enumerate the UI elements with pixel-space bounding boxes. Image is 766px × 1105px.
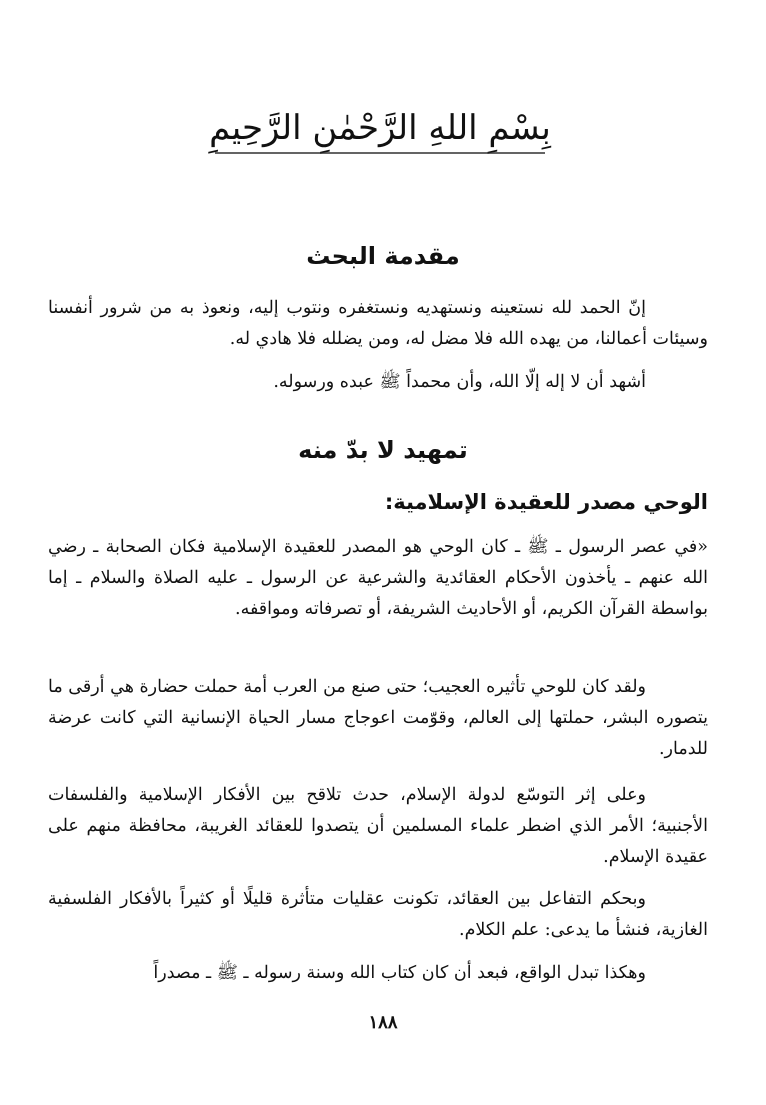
intro-heading: مقدمة البحث: [306, 242, 460, 270]
basmala-underline: [215, 152, 545, 154]
body-paragraph-5: وهكذا تبدل الواقع، فبعد أن كان كتاب الله وسنة رسوله ـ ﷺ ـ مصدراً: [153, 963, 646, 983]
prelude-heading: تمهيد لا بدّ منه: [298, 436, 468, 464]
body-paragraph-1: «في عصر الرسول ـ ﷺ ـ كان الوحي هو المصدر للعقيدة الإسلامية فكان الصحابة ـ رضي الله عنهم ـ يأخذون الأحكام العقائدية والشرعية عن الرسول ـ عليه الصلاة والسلام ـ إما بواسطة القرآن الكريم، أو الأحاديث الشريفة، أو تصرفاته ومواقفه.: [48, 537, 708, 619]
intro-paragraph-2: أشهد أن لا إله إلّا الله، وأن محمداً ﷺ عبده ورسوله.: [273, 372, 646, 392]
body-paragraph-2: ولقد كان للوحي تأثيره العجيب؛ حتى صنع من العرب أمة حملت حضارة هي أرقى ما يتصوره البشر، حملتها إلى العالم، وقوّمت اعوجاج مسار الحياة الإنسانية التي كانت عرضة للدمار.: [48, 677, 708, 759]
body-paragraph-3: وعلى إثر التوسّع لدولة الإسلام، حدث تلاقح بين الأفكار الإسلامية والفلسفات الأجنبية؛ الأمر الذي اضطر علماء المسلمين أن يتصدوا للعقائد الغريبة، محافظة منهم على عقيدة الإسلام.: [48, 785, 708, 867]
body-paragraph-4: وبحكم التفاعل بين العقائد، تكونت عقليات متأثرة قليلًا أو كثيراً بالأفكار الفلسفية الغازية، فنشأ ما يدعى: علم الكلام.: [48, 889, 708, 940]
basmala-calligraphy: بِسْمِ اللهِ الرَّحْمٰنِ الرَّحِيمِ: [209, 108, 551, 148]
intro-paragraph-1: إنّ الحمد لله نستعينه ونستهديه ونستغفره ونتوب إليه، ونعوذ به من شرور أنفسنا وسيئات أعمالنا، من يهده الله فلا مضل له، ومن يضلله فلا هادي له.: [48, 298, 708, 349]
revelation-subheading: الوحي مصدر للعقيدة الإسلامية:: [384, 490, 708, 514]
page-number: ١٨٨: [368, 1012, 398, 1033]
